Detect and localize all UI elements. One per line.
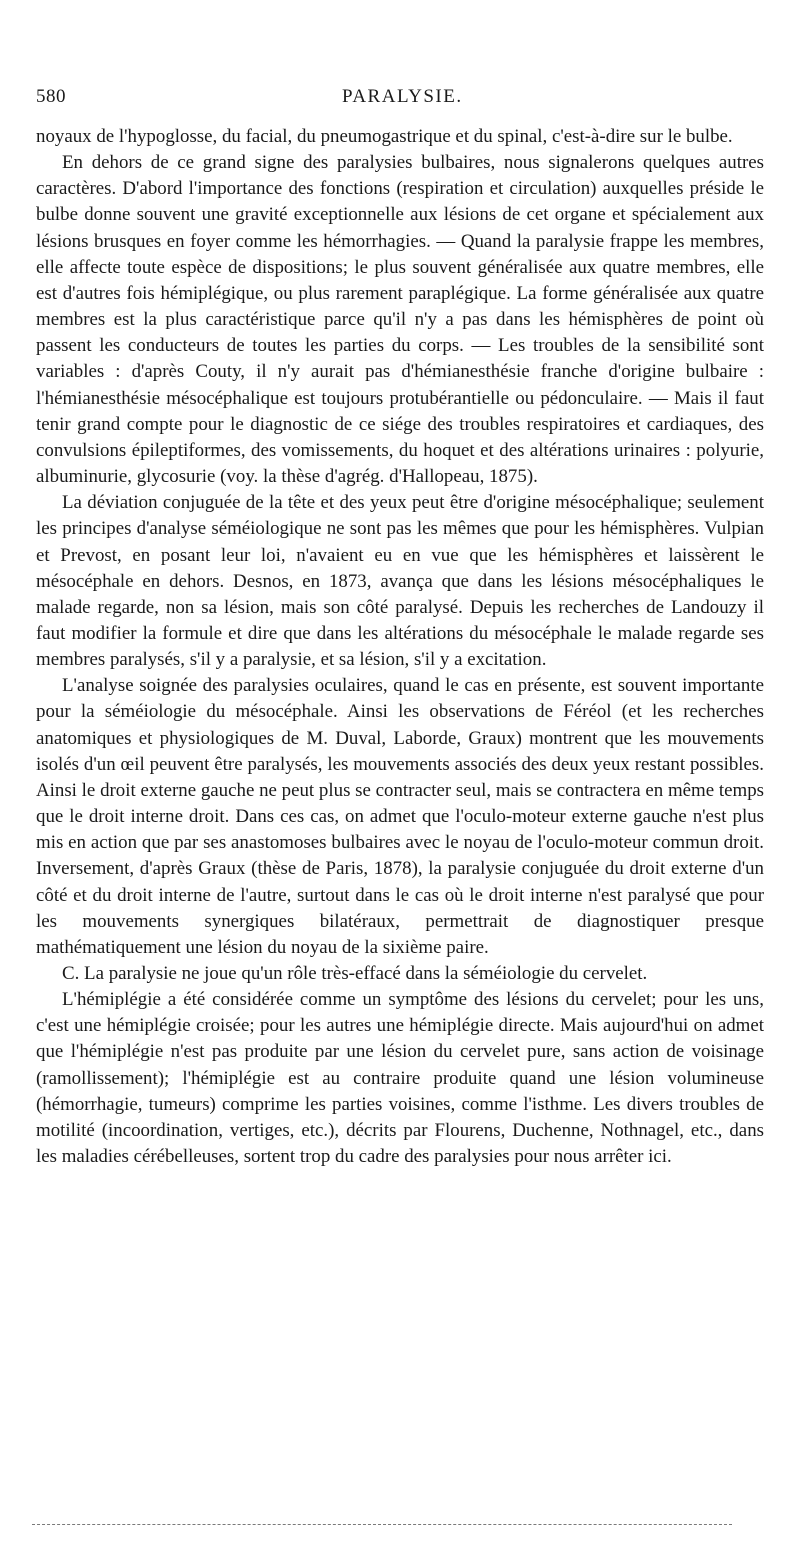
running-title: PARALYSIE. (342, 86, 463, 107)
body-text (36, 124, 764, 1170)
page-number: 580 (36, 86, 66, 107)
paragraph-cerebellum-hemiplegia: L'hémiplégie a été considérée comme un symptôme des lésions du cervelet; pour les uns, c'est une hémiplégie croisée; pour les autres une hémiplégie directe. Mais aujourd'hui on admet que l'hémiplégie n'est pas produite par une lésion du cervelet pure, sans action de voisinage (ramollissement); l'hémiplégie est au contraire produite quand une lésion volumineuse (hémorrhagie, tumeurs) comprime les parties voisines, comme l'isthme. Les divers troubles de motilité (incoordination, vertiges, etc.), décrits par Flourens, Duchenne, Nothnagel, etc., dans les maladies cérébelleuses, sortent trop du cadre des paralysies pour nous arrêter ici. (36, 989, 764, 1168)
paragraph-cerebellum-heading: C. La paralysie ne joue qu'un rôle très-effacé dans la séméiologie du cervelet. (62, 963, 648, 984)
paragraph-continuation: noyaux de l'hypoglosse, du facial, du pneumogastrique et du spinal, c'est-à-dire sur le bulbe. (36, 126, 733, 147)
paragraph-conjugate-deviation: La déviation conjuguée de la tête et des yeux peut être d'origine mésocéphalique; seulement les principes d'analyse séméiologique ne sont pas les mêmes que pour les hémisphères. Vulpian et Prevost, en posant leur loi, n'avaient eu en vue que les hémisphères et laissèrent le mésocéphale en dehors. Desnos, en 1873, avança que dans les lésions mésocéphaliques le malade regarde, non sa lésion, mais son côté paralysé. Depuis les recherches de Landouzy il faut modifier la formule et dire que dans les altérations du mésocéphale le malade regarde ses membres paralysés, s'il y a paralysie, et sa lésion, s'il y a excitation. (36, 492, 764, 671)
page-header (36, 86, 766, 116)
paragraph-ocular-paralysis: L'analyse soignée des paralysies oculaires, quand le cas en présente, est souvent importante pour la séméiologie du mésocéphale. Ainsi les observations de Féréol (et les recherches anatomiques et physiologiques de M. Duval, Laborde, Graux) montrent que les mouvements isolés d'un œil peuvent être paralysés, les mouvements associés des deux yeux restant possibles. Ainsi le droit externe gauche ne peut plus se contracter seul, mais se contractera en même temps que le droit interne droit. Dans ces cas, on admet que l'oculo-moteur externe gauche n'est plus mis en action que par ses anastomoses bulbaires avec le noyau de l'oculo-moteur commun droit. Inversement, d'après Graux (thèse de Paris, 1878), la paralysie conjuguée du droit externe d'un côté et du droit interne de l'autre, surtout dans le cas où le droit interne n'est paralysé que pour les mouvements synergiques bilatéraux, permettrait de diagnostiquer presque mathématiquement une lésion du noyau de la sixième paire. (36, 675, 764, 958)
footer-rule (32, 1524, 732, 1525)
paragraph-bulbar-signs: En dehors de ce grand signe des paralysies bulbaires, nous signalerons quelques autres caractères. D'abord l'importance des fonctions (respiration et circulation) auxquelles préside le bulbe donne souvent une gravité exceptionnelle aux lésions de cet organe et spécialement aux lésions brusques en foyer comme les hémorrhagies. — Quand la paralysie frappe les membres, elle affecte toute espèce de dispositions; le plus souvent généralisée aux quatre membres, elle est d'autres fois hémiplégique, ou plus rarement paraplégique. La forme généralisée aux quatre membres est la plus caractéristique parce qu'il n'y a pas dans les hémisphères de point où passent les conducteurs de toutes les parties du corps. — Les troubles de la sensibilité sont variables : d'après Couty, il n'y aurait pas d'hémianesthésie franche d'origine bulbaire : l'hémianesthésie mésocéphalique est toujours protubérantielle ou pédonculaire. — Mais il faut tenir grand compte pour le diagnostic de ce siége des troubles respiratoires et cardiaques, des convulsions épileptiformes, des vomissements, du hoquet et des altérations urinaires : polyurie, albuminurie, glycosurie (voy. la thèse d'agrég. d'Hallopeau, 1875). (36, 152, 764, 488)
